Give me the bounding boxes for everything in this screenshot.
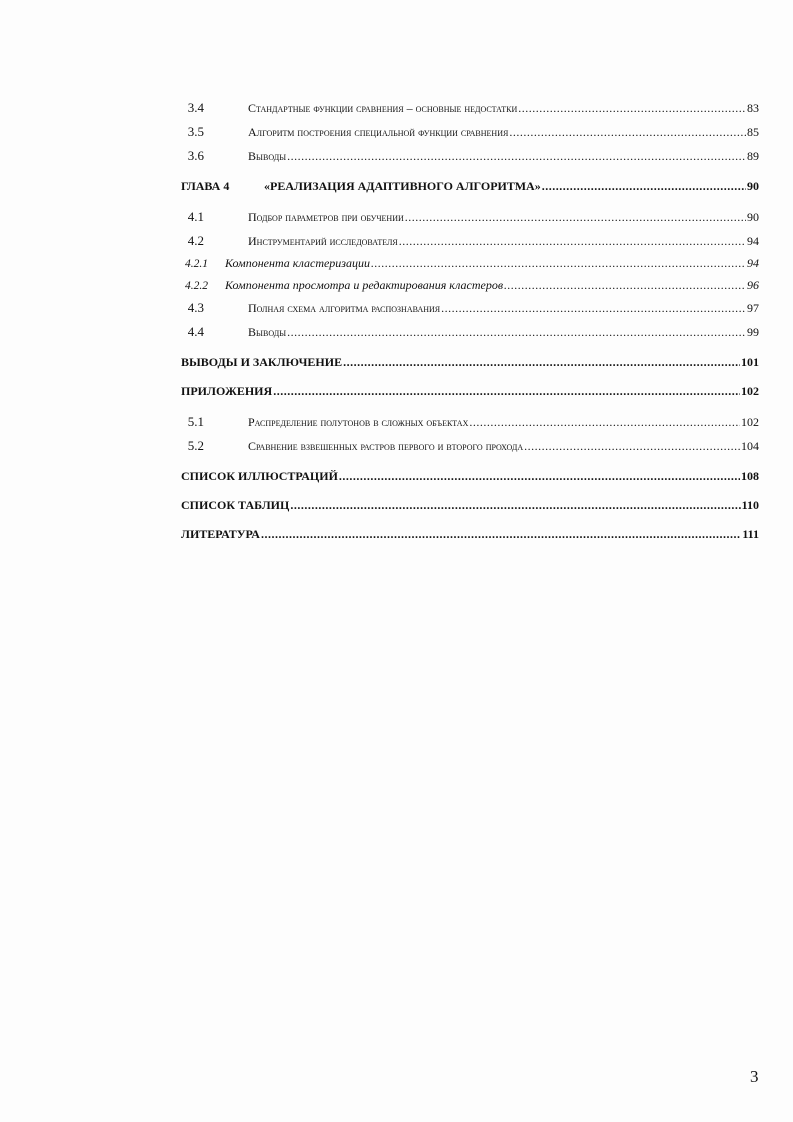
- section-number: 4.3: [187, 300, 204, 315]
- leader-dots: [371, 256, 746, 271]
- toc-entry-4-2: [181, 233, 759, 257]
- section-number: 3.6: [187, 148, 204, 163]
- section-number: 3.5: [187, 124, 204, 139]
- section-title: Сравнение взвешенных растров первого и второго прохода: [248, 439, 524, 453]
- toc-entry-3-4: [181, 100, 759, 124]
- page-ref: 90: [747, 210, 759, 224]
- toc-entry-3-6: [181, 148, 759, 172]
- leader-dots: [509, 125, 746, 140]
- page-ref: 104: [741, 439, 759, 453]
- leader-dots: [469, 415, 740, 430]
- chapter-title: «РЕАЛИЗАЦИЯ АДАПТИВНОГО АЛГОРИТМА»: [264, 179, 541, 193]
- page-ref: 94: [747, 256, 759, 270]
- toc-entry-4-2-1: [181, 256, 759, 278]
- toc-conclusion: [181, 355, 759, 370]
- leader-dots: [542, 179, 746, 194]
- page-ref: 99: [747, 325, 759, 339]
- page-ref: 94: [747, 234, 759, 248]
- page-ref: 101: [741, 355, 759, 369]
- page-ref: 111: [742, 527, 759, 541]
- section-title: Распределение полутонов в сложных объектах: [248, 415, 469, 429]
- section-title: Подбор параметров при обучении: [248, 210, 404, 224]
- leader-dots: [339, 469, 740, 484]
- section-title: Полная схема алгоритма распознавания: [248, 301, 441, 315]
- chapter-title: ЛИТЕРАТУРА: [181, 527, 260, 541]
- section-number: 4.2: [187, 233, 204, 248]
- subsection-number: 4.2.1: [185, 258, 208, 270]
- section-number: 4.4: [187, 324, 204, 339]
- toc-chapter-4: [181, 179, 759, 194]
- toc-entry-4-3: [181, 300, 759, 324]
- section-title: Выводы: [248, 149, 287, 163]
- chapter-title: СПИСОК ТАБЛИЦ: [181, 498, 290, 512]
- page-ref: 90: [747, 179, 759, 193]
- section-title: Инструментарий исследователя: [248, 234, 398, 248]
- section-number: 4.1: [187, 209, 204, 224]
- leader-dots: [524, 439, 740, 454]
- toc-entry-4-1: [181, 209, 759, 233]
- leader-dots: [287, 149, 746, 164]
- chapter-title: СПИСОК ИЛЛЮСТРАЦИЙ: [181, 469, 338, 483]
- leader-dots: [518, 101, 746, 116]
- leader-dots: [343, 355, 740, 370]
- page-ref: 102: [741, 415, 759, 429]
- toc-tables: [181, 498, 759, 513]
- section-title: Выводы: [248, 325, 287, 339]
- toc-illustrations: [181, 469, 759, 484]
- page-ref: 85: [747, 125, 759, 139]
- toc-entry-3-5: [181, 124, 759, 148]
- page-number: 3: [750, 1067, 759, 1086]
- page-ref: 108: [741, 469, 759, 483]
- section-title: Стандартные функции сравнения – основные недостатки: [248, 101, 518, 115]
- leader-dots: [290, 498, 740, 513]
- toc-entry-4-2-2: [181, 278, 759, 300]
- subsection-number: 4.2.2: [185, 280, 208, 292]
- chapter-title: ПРИЛОЖЕНИЯ: [181, 384, 273, 398]
- toc-entry-5-2: [181, 438, 759, 462]
- chapter-number: ГЛАВА 4: [181, 179, 230, 193]
- leader-dots: [273, 384, 740, 399]
- leader-dots: [441, 301, 746, 316]
- page-ref: 89: [747, 149, 759, 163]
- chapter-title: ВЫВОДЫ И ЗАКЛЮЧЕНИЕ: [181, 355, 343, 369]
- section-number: 5.1: [187, 414, 204, 429]
- subsection-title: Компонента просмотра и редактирования кластеров: [225, 278, 504, 292]
- page-ref: 102: [741, 384, 759, 398]
- toc-literature: [181, 527, 759, 542]
- leader-dots: [405, 210, 746, 225]
- section-number: 5.2: [187, 438, 204, 453]
- toc-entry-4-4: [181, 324, 759, 348]
- leader-dots: [287, 325, 746, 340]
- page-ref: 96: [747, 278, 759, 292]
- toc-appendix: [181, 384, 759, 399]
- page-ref: 97: [747, 301, 759, 315]
- leader-dots: [504, 278, 746, 293]
- page-ref: 110: [741, 498, 759, 512]
- section-title: Алгоритм построения специальной функции сравнения: [248, 125, 509, 139]
- subsection-title: Компонента кластеризации: [225, 256, 370, 270]
- leader-dots: [399, 234, 746, 249]
- toc-entry-5-1: [181, 414, 759, 438]
- leader-dots: [261, 527, 741, 542]
- page-ref: 83: [747, 101, 759, 115]
- section-number: 3.4: [187, 100, 204, 115]
